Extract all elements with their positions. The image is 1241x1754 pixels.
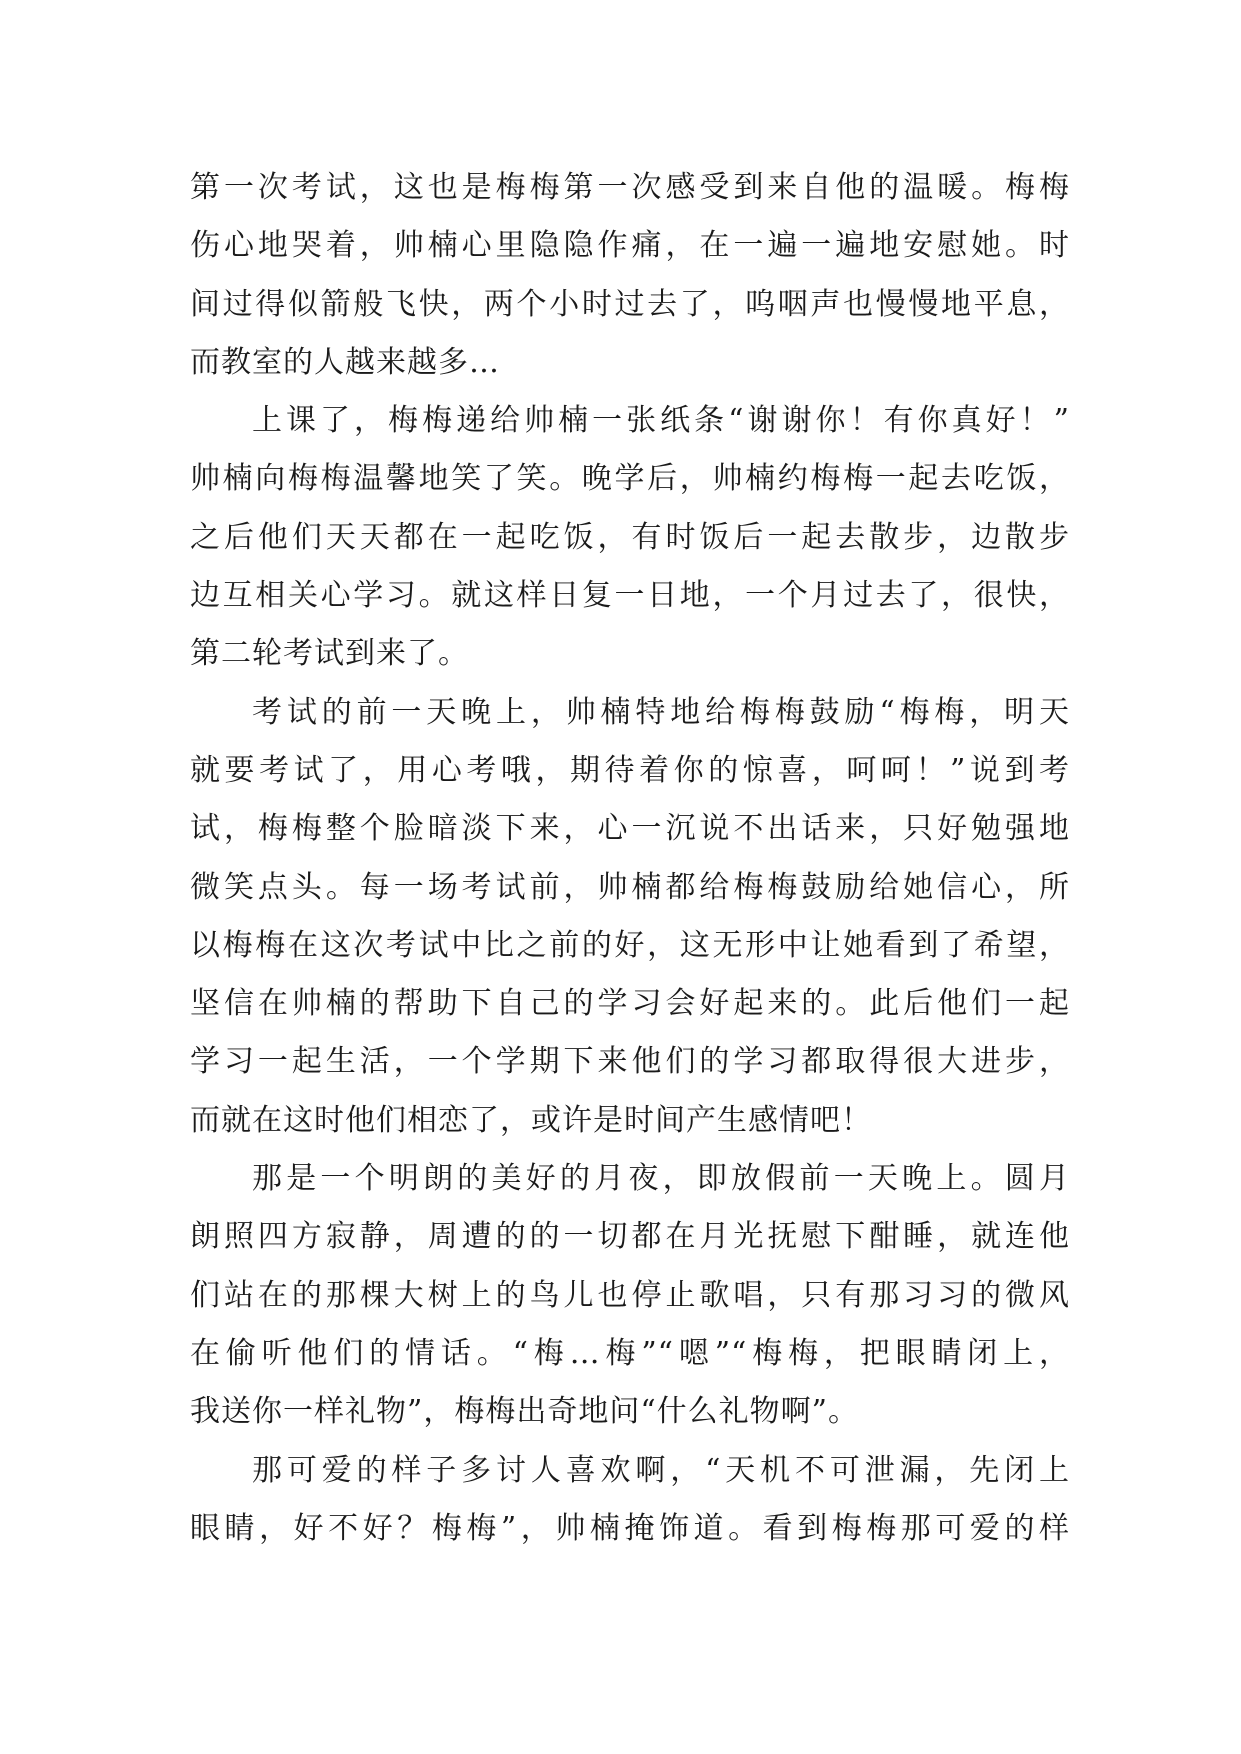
text-line: 眼睛，好不好？梅梅”，帅楠掩饰道。看到梅梅那可爱的样 [190,1510,1070,1546]
text-line: 那是一个明朗的美好的月夜，即放假前一天晚上。圆月 [252,1161,1070,1197]
body-text [190,159,1070,1558]
text-line: 学习一起生活，一个学期下来他们的学习都取得很大进步， [190,1044,1070,1080]
text-line: 就要考试了，用心考哦，期待着你的惊喜，呵呵！”说到考 [190,752,1070,788]
text-line: 而教室的人越来越多… [190,344,500,380]
text-line: 第二轮考试到来了。 [190,636,469,672]
text-line: 考试的前一天晚上，帅楠特地给梅梅鼓励“梅梅，明天 [252,694,1070,730]
text-line: 们站在的那棵大树上的鸟儿也停止歌唱，只有那习习的微风 [190,1277,1070,1313]
text-line: 坚信在帅楠的帮助下自己的学习会好起来的。此后他们一起 [190,986,1070,1022]
text-line: 第一次考试，这也是梅梅第一次感受到来自他的温暖。梅梅 [190,170,1070,205]
text-line: 朗照四方寂静，周遭的的一切都在月光抚慰下酣睡，就连他 [190,1219,1070,1255]
text-line: 在偷听他们的情话。“梅…梅”“嗯”“梅梅，把眼睛闭上， [190,1335,1070,1371]
text-line: 我送你一样礼物”，梅梅出奇地问“什么礼物啊”。 [190,1394,860,1430]
text-line: 那可爱的样子多讨人喜欢啊，“天机不可泄漏，先闭上 [252,1452,1070,1488]
text-line: 微笑点头。每一场考试前，帅楠都给梅梅鼓励给她信心，所 [190,869,1070,905]
text-line: 帅楠向梅梅温馨地笑了笑。晚学后，帅楠约梅梅一起去吃饭， [190,461,1070,497]
text-line: 而就在这时他们相恋了，或许是时间产生感情吧！ [190,1102,872,1138]
text-line: 上课了，梅梅递给帅楠一张纸条“谢谢你！有你真好！” [252,403,1070,439]
text-line: 伤心地哭着，帅楠心里隐隐作痛，在一遍一遍地安慰她。时 [190,228,1070,264]
text-line: 边互相关心学习。就这样日复一日地，一个月过去了，很快， [190,578,1070,614]
text-line: 间过得似箭般飞快，两个小时过去了，呜咽声也慢慢地平息， [190,286,1070,322]
text-line: 以梅梅在这次考试中比之前的好，这无形中让她看到了希望， [190,927,1070,963]
text-line: 之后他们天天都在一起吃饭，有时饭后一起去散步，边散步 [190,519,1070,555]
text-line: 试，梅梅整个脸暗淡下来，心一沉说不出话来，只好勉强地 [190,811,1070,847]
